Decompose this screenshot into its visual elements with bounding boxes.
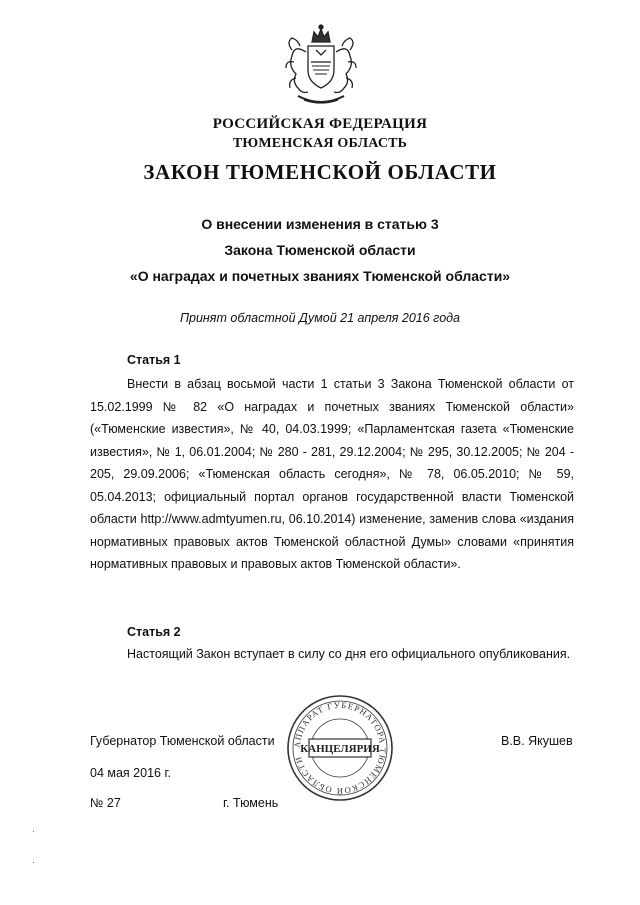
law-number: № 27 xyxy=(90,796,121,810)
country-heading: РОССИЙСКАЯ ФЕДЕРАЦИЯ xyxy=(212,116,428,132)
subject-line-1: О внесении изменения в статью 3 xyxy=(201,216,439,232)
margin-mark: · xyxy=(32,857,35,867)
article-1-text: Внести в абзац восьмой части 1 статьи 3 Закона Тюменской области от 15.02.1999 № 82 «О наградах и почетных званиях Тюменской области» («Тюменские известия», № 40, 04.03.1999; «Парламентская газета «Тюменские известия», № 1, 06.01.2004; № 280 - 281, 29.12.2004; № 295, 30.12.2005; № 204 - 205, 29.09.2006; «Тюменская область сегодня», № 78, 06.05.2010; № 59, 05.04.2013; официальный портал органов государственной власти Тюменской области http://www.admtyumen.ru, 06.10.2014) изменение, заменив слова «издания нормативных правовых актов Тюменской областной Думы» словами «принятия нормативных правовых и правовых актов Тюменской области». xyxy=(90,377,574,571)
document-type-title: ЗАКОН ТЮМЕНСКОЙ ОБЛАСТИ xyxy=(143,160,497,184)
stamp-label: КАНЦЕЛЯРИЯ xyxy=(300,743,380,755)
svg-text:АППАРАТ ГУБЕРНАТОРА ТЮМЕНСКОЙ: АППАРАТ ГУБЕРНАТОРА ТЮМЕНСКОЙ ОБЛАСТИ xyxy=(291,699,389,797)
coat-of-arms-icon xyxy=(280,22,362,108)
region-heading: ТЮМЕНСКАЯ ОБЛАСТЬ xyxy=(232,136,408,151)
signing-city: г. Тюмень xyxy=(223,796,279,810)
article-1-title: Статья 1 xyxy=(127,353,181,367)
office-stamp-icon xyxy=(285,693,395,803)
subject-line-2: Закона Тюменской области xyxy=(224,242,416,258)
margin-mark: · xyxy=(32,826,35,836)
adoption-note: Принят областной Думой 21 апреля 2016 года xyxy=(179,311,461,325)
article-2-title: Статья 2 xyxy=(127,625,181,639)
subject-line-3: «О наградах и почетных званиях Тюменской области» xyxy=(129,268,511,284)
article-2-text: Настоящий Закон вступает в силу со дня его официального опубликования. xyxy=(127,647,571,661)
signing-date: 04 мая 2016 г. xyxy=(90,766,171,780)
governor-name: В.В. Якушев xyxy=(501,734,573,748)
governor-title: Губернатор Тюменской области xyxy=(90,734,275,748)
